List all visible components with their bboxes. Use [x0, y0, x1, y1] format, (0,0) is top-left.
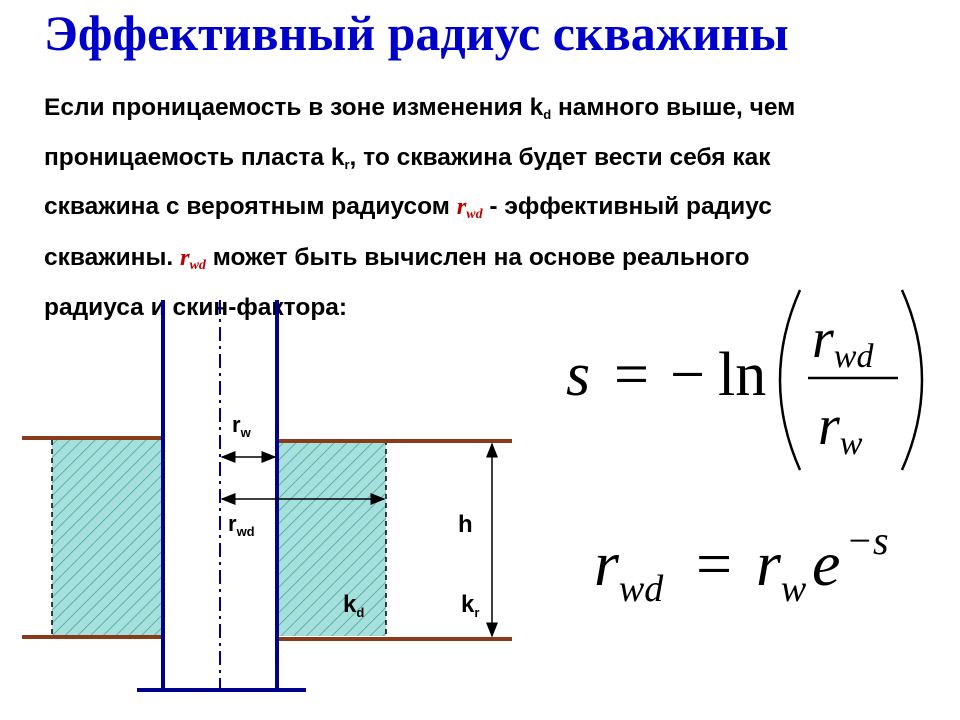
rwd-symbol: $r_{wd}$	[456, 193, 483, 222]
rwd-label: $r_{wd}$	[228, 511, 255, 539]
paragraph-line-5: радиуса и скин-фактора:	[44, 294, 348, 321]
rwd-symbol: $r_{wd}$	[180, 243, 206, 273]
formula2-rhs: $r_w$	[756, 528, 807, 610]
kd-label: $k_d$	[343, 591, 365, 620]
effective-radius-formula	[594, 518, 889, 610]
altered-zone-right	[278, 440, 386, 636]
formula1-equals: =	[614, 341, 649, 409]
formula2-lhs: $r_{wd}$	[594, 528, 664, 610]
formula1-denominator: rw	[818, 395, 863, 462]
formula1-left-paren	[780, 290, 800, 470]
paragraph-line-2: проницаемость пласта kr, то скважина будет вести себя как	[44, 143, 771, 172]
paragraph-line-1: Если проницаемость в зоне изменения kd намного выше, чем	[44, 94, 796, 122]
formula1-minus: −	[670, 341, 705, 409]
formula2-e: e	[812, 528, 841, 599]
page-title: Эффективный радиус скважины	[44, 5, 789, 61]
formula2-exponent: −s	[846, 518, 889, 563]
altered-zone-left	[52, 440, 162, 636]
formula1-ln: ln	[718, 341, 767, 409]
formula1-right-paren	[902, 290, 922, 470]
rw-label: $r_w$	[232, 412, 251, 440]
paragraph-line-3: скважина с вероятным радиусом $r_{wd}$ - эффективный радиус	[44, 193, 772, 222]
paragraph-line-4: скважины. $r_{wd}$ может быть вычислен на основе реального	[44, 243, 750, 273]
kr-label: $k_r$	[461, 591, 480, 620]
h-label: h	[458, 511, 473, 538]
formula1-numerator: rwd	[812, 308, 874, 375]
formula2-equals: =	[696, 528, 733, 599]
skin-formula	[566, 290, 922, 470]
formula1-s: s	[566, 341, 591, 409]
